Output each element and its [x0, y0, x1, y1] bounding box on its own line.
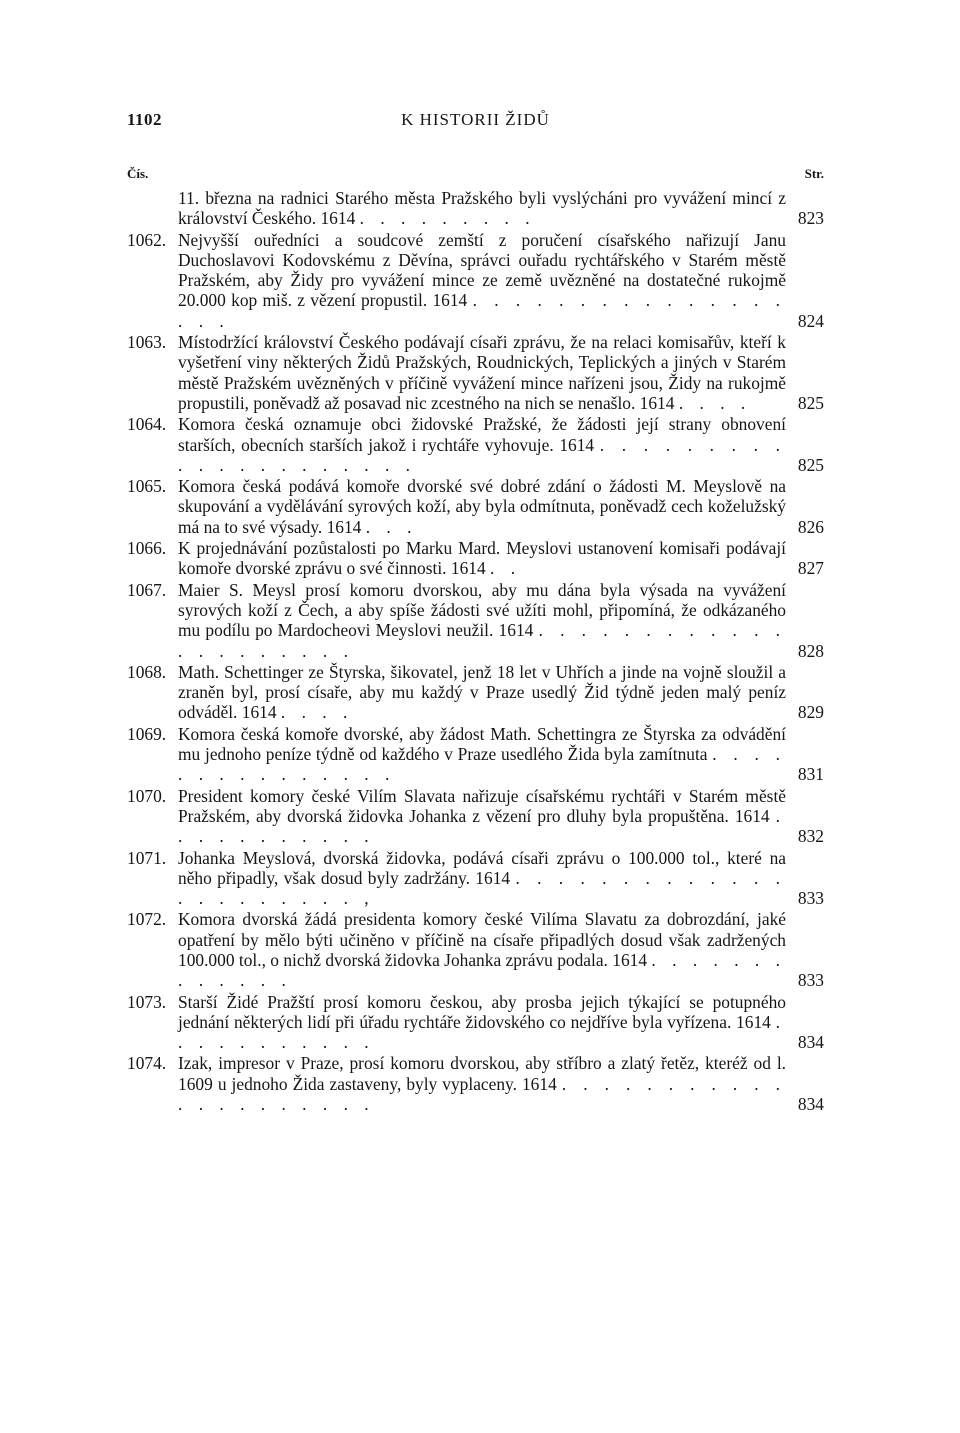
leader-dots: . . .: [365, 516, 418, 537]
running-title: K HISTORII ŽIDŮ: [401, 110, 550, 129]
entry-page-number: 831: [797, 764, 824, 785]
entry-page-number: 823: [797, 208, 824, 229]
entry-number: 1065.: [127, 476, 167, 497]
entry-text: [178, 332, 786, 413]
column-label-number: Čís.: [127, 166, 149, 181]
entry-number: 1063.: [127, 332, 167, 353]
entry-number: 1067.: [127, 579, 167, 600]
column-labels: [127, 166, 824, 186]
entry-page-number: 834: [797, 1094, 824, 1115]
entry-page-number: 834: [797, 1032, 824, 1053]
entry-page-number: 825: [797, 454, 824, 475]
list-item: [127, 724, 824, 785]
entry-page-number: 833: [797, 888, 824, 909]
entry-page-number: 833: [797, 970, 824, 991]
entry-description: K projednávání pozůstalosti po Marku Mard. Meyslovi ustanovení komisaři podávají komoře dvorské zprávu o své činnosti. 1614: [178, 538, 786, 579]
page-header: [127, 110, 824, 136]
entry-description: Nejvyšší ouředníci a soudcové zemští z poručení císařského nařizují Janu Duchoslavovi Kodovskému z Děvína, správci ouřadu rychtářského v Starém městě Pražském, aby Židy pro vyvážení mince ze země uvězněné na dostatečné rukojmě 20.000 kop miš. z vězení propustil. 1614: [178, 229, 786, 311]
entry-text: [178, 414, 786, 475]
leader-dots: . . . . . . . . . . . . . . . . . . . . .: [178, 1073, 786, 1115]
list-item: [127, 786, 824, 847]
list-item: [127, 992, 824, 1053]
entry-text: [178, 1053, 786, 1114]
entry-description: Komora česká podává komoře dvorské své dobré zdání o žádosti M. Meyslově na skupování a vydělávání syrových koží, aby byla odmítnuta, poněvadž cech koželužský má na to své výsady. 1614: [178, 476, 786, 537]
entry-list: [127, 188, 824, 1114]
list-item: [127, 580, 824, 661]
entry-page-number: 824: [797, 310, 824, 331]
entry-description: Komora česká oznamuje obci židovské Pražské, že žádosti její strany obnovení starších, obecních starších jakož i rychtáře vyhovuje. 1614: [178, 414, 786, 455]
leader-dots: . . . . . . . . .: [359, 208, 536, 229]
entry-text: [178, 230, 786, 331]
list-item: [127, 1053, 824, 1114]
entry-number: 1069.: [127, 723, 167, 744]
entry-description: Maier S. Meysl prosí komoru dvorskou, aby mu dána byla výsada na vyvážení syrových koží z Čech, a aby spíše žádosti své užíti mohl, připomíná, že odkázaného mu podílu po Mardocheovi Meyslovi neužil. 1614: [178, 579, 786, 641]
list-item: [127, 476, 824, 537]
leader-dots: . . . . . . . . . . . . . . . . . . . . .: [178, 434, 786, 475]
list-item: [127, 538, 824, 579]
page-number: 1102: [127, 110, 163, 129]
entry-description: 11. března na radnici Starého města Pražského byli vyslýcháni pro vyvážení mincí z království Českého. 1614: [178, 188, 786, 229]
entry-page-number: 827: [797, 558, 824, 579]
leader-dots: . . . . . . . . . . . . . . .: [178, 744, 786, 785]
entry-description: Místodržící království Českého podávají císaři zprávu, že na relaci komisařův, kteří k vyšetření viny některých Židů Pražských, Roudnických, Teplických a jiných v Starém městě Pražském uvězněných v příčině vyvážení mince nařízeni jsou, Židy na rukojmě propustili, poněvadž až posavad nic zcestného na nich se nenašlo. 1614: [178, 332, 786, 413]
entry-text: [178, 476, 786, 537]
entry-description: Johanka Meyslová, dvorská židovka, podává císaři zprávu o 100.000 tol., které na něho připadly, však dosud byly zadržány. 1614: [178, 847, 786, 888]
list-item: [127, 230, 824, 331]
leader-dots: . .: [490, 558, 522, 579]
entry-text: [178, 188, 786, 229]
list-item: [127, 332, 824, 413]
entry-number: 1070.: [127, 785, 167, 806]
entry-text: [178, 992, 786, 1053]
entry-description: Izak, impresor v Praze, prosí komoru dvorskou, aby stříbro a zlatý řetěz, kteréž od l. 1609 u jednoho Žida zastaveny, byly vyplaceny. 1614: [178, 1053, 786, 1094]
entry-text: [178, 848, 786, 909]
list-item: [127, 188, 824, 229]
leader-dots: . . . . . . . . . . . . . . . . . .: [178, 290, 786, 331]
entry-number: 1074.: [127, 1053, 167, 1074]
entry-text: [178, 662, 786, 723]
entry-description: Starší Židé Pražští prosí komoru českou, aby prosba jejich týkající se potupného jednání některých lidí při úřadu rychtáře židovského co nejdříve byla vyřízena. 1614: [178, 991, 786, 1032]
entry-number: 1068.: [127, 661, 167, 682]
leader-dots: . . . . . . . . . . . . . . . . . . . . .: [178, 620, 787, 661]
entry-number: 1064.: [127, 414, 167, 435]
list-item: [127, 662, 824, 723]
entry-page-number: 826: [797, 516, 824, 537]
entry-page-number: 828: [797, 640, 824, 661]
entry-number: 1072.: [127, 909, 167, 930]
list-item: [127, 909, 824, 990]
entry-description: President komory české Vilím Slavata nařizuje císařskému rychtáři v Starém městě Pražském, aby dvorská židovka Johanka z vězení pro dluhy byla propuštěna. 1614: [178, 785, 786, 826]
entry-description: Math. Schettinger ze Štyrska, šikovatel, jenž 18 let v Uhřích a jinde na vojně sloužil a zraněn byl, prosí císaře, aby mu každý v Praze usedlý Žid týdně jeden malý peníz odváděl. 1614: [178, 661, 786, 723]
entry-page-number: 825: [797, 392, 824, 413]
leader-dots: . . . . . . . . . . . . . . . . . . . . . . ,: [178, 867, 786, 909]
entry-text: [178, 538, 786, 579]
entry-description: Komora dvorská žádá presidenta komory české Vilíma Slavatu za dobrozdání, jaké opatření by mělo býti učiněno v příčině na císaře připadlých dosud však zadržených 100.000 tol., o nichž dvorská židovka Johanka zprávu podala. 1614: [178, 909, 786, 970]
entry-page-number: 832: [797, 826, 824, 847]
list-item: [127, 414, 824, 475]
leader-dots: . . . . . . . . . . .: [178, 805, 786, 847]
leader-dots: . . . .: [678, 392, 752, 413]
entry-number: 1062.: [127, 229, 167, 250]
entry-number: 1066.: [127, 538, 167, 559]
entry-text: [178, 786, 786, 847]
entry-number: 1071.: [127, 847, 167, 868]
entry-text: [178, 724, 786, 785]
entry-description: Komora česká komoře dvorské, aby žádost Math. Schettingra ze Štyrska za odvádění mu jednoho peníze týdně od každého v Praze usedlého Žida byla zamítnuta: [178, 723, 786, 765]
leader-dots: . . . . . . . . . . .: [178, 1011, 786, 1053]
list-item: [127, 848, 824, 909]
leader-dots: . . . . . . . . . . . . .: [178, 949, 786, 991]
entry-text: [178, 909, 786, 990]
entry-text: [178, 580, 786, 661]
column-label-page: Str.: [804, 166, 824, 181]
entry-number: 1073.: [127, 991, 167, 1012]
leader-dots: . . . .: [280, 702, 354, 723]
entry-page-number: 829: [797, 702, 824, 723]
